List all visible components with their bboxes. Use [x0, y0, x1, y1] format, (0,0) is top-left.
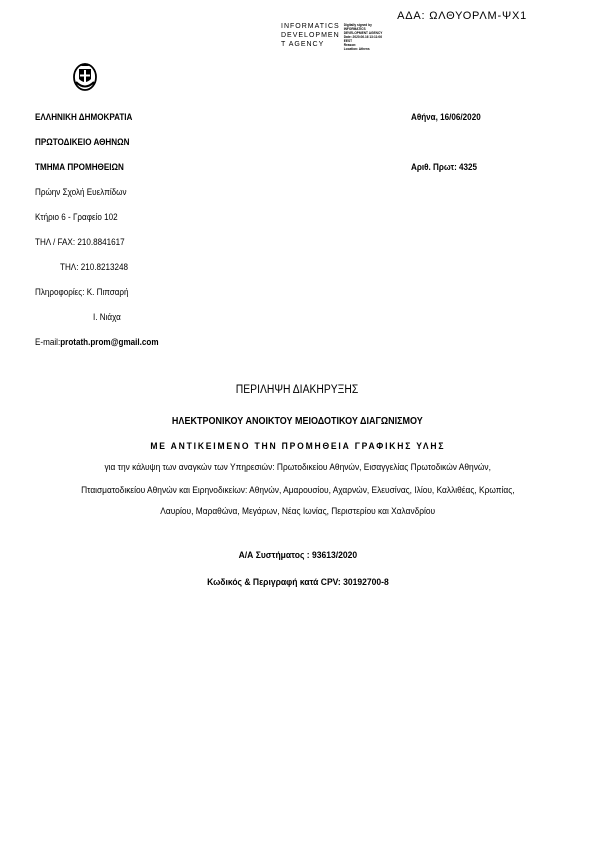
body-line-2 — [0, 485, 595, 495]
document-title-text: ΠΕΡΙΛΗΨΗ ΔΙΑΚΗΡΥΞΗΣ — [236, 384, 359, 396]
system-number-text: Α/Α Συστήματος : 93613/2020 — [238, 550, 357, 561]
signature-line: Digitally signed by — [343, 23, 372, 27]
signature-line: Date: 2020.06.16 13:11:06 — [343, 35, 382, 39]
state-name: ΕΛΛΗΝΙΚΗ ΔΗΜΟΚΡΑΤΙΑ — [35, 112, 133, 122]
address-line-1: Πρώην Σχολή Ευελπίδων — [35, 187, 127, 197]
digital-signature-block — [281, 22, 400, 51]
court-name: ΠΡΩΤΟΔΙΚΕΙΟ ΑΘΗΝΩΝ — [35, 137, 130, 147]
department-name: ΤΜΗΜΑ ΠΡΟΜΗΘΕΙΩΝ — [35, 162, 124, 172]
address-line-2: Κτήριο 6 - Γραφείο 102 — [35, 212, 118, 222]
ada-stamp: ΑΔΑ: ΩΛΘΥΟΡΛΜ-ΨΧ1 — [397, 10, 527, 22]
email-label: E-mail: — [35, 337, 61, 347]
cpv-code-text: Κωδικός & Περιγραφή κατά CPV: 30192700-8 — [206, 577, 389, 588]
document-subtitle — [0, 416, 595, 427]
document-subject-text: ΜΕ ΑΝΤΙΚΕΙΜΕΝΟ ΤΗΝ ΠΡΟΜΗΘΕΙΑ ΓΡΑΦΙΚΗΣ ΥΛΗΣ — [150, 441, 445, 452]
info-contact: Πληροφορίες: Κ. Πιπσαρή — [35, 287, 129, 297]
ida-line-3: T AGENCY — [281, 41, 325, 48]
info-contact-2: Ι. Νιάχα — [93, 312, 121, 322]
tel: ΤΗΛ: 210.8213248 — [60, 262, 129, 272]
cpv-code — [0, 577, 595, 588]
body-line-3 — [0, 506, 595, 516]
document-subtitle-text: ΗΛΕΚΤΡΟΝΙΚΟΥ ΑΝΟΙΚΤΟΥ ΜΕΙΟΔΟΤΙΚΟΥ ΔΙΑΓΩΝΙΣΜΟΥ — [172, 416, 423, 427]
tel-fax: ΤΗΛ / FAX: 210.8841617 — [35, 237, 125, 247]
document-title — [0, 384, 595, 396]
body-line-2-text: Πταισματοδικείου Αθηνών και Ειρηνοδικείων: Αθηνών, Αμαρουσίου, Αχαρνών, Ελευσίνας, Ιλίου, Καλλιθέας, Κρωπίας, — [80, 485, 515, 495]
body-line-1 — [0, 462, 595, 472]
ida-line-1: INFORMATICS — [281, 23, 340, 30]
system-number — [0, 550, 595, 561]
document-subject — [0, 441, 595, 452]
ida-logo-text — [281, 22, 340, 49]
signature-line: INFORMATICS — [343, 27, 366, 31]
protocol-number: Αριθ. Πρωτ: 4325 — [411, 162, 478, 172]
body-line-3-text: Λαυρίου, Μαραθώνα, Μεγάρων, Νέας Ιωνίας, Περιστερίου και Χαλανδρίου — [160, 506, 435, 516]
signature-line: Location: Athens — [343, 47, 370, 51]
signature-line: EEST — [343, 39, 353, 43]
email-address: protath.prom@gmail.com — [60, 337, 159, 347]
signature-line: DEVELOPMENT AGENCY — [343, 31, 383, 35]
email-line — [35, 337, 159, 347]
ida-line-2: DEVELOPMEN — [281, 32, 340, 39]
signature-line: Reason: — [343, 43, 357, 47]
document-date: Αθήνα, 16/06/2020 — [411, 112, 481, 122]
signature-details — [344, 23, 400, 51]
body-line-1-text: για την κάλυψη των αναγκών των Υπηρεσιών: Πρωτοδικείου Αθηνών, Εισαγγελίας Πρωτοδικών Αθηνών, — [104, 462, 491, 472]
greek-emblem-icon — [72, 60, 98, 92]
